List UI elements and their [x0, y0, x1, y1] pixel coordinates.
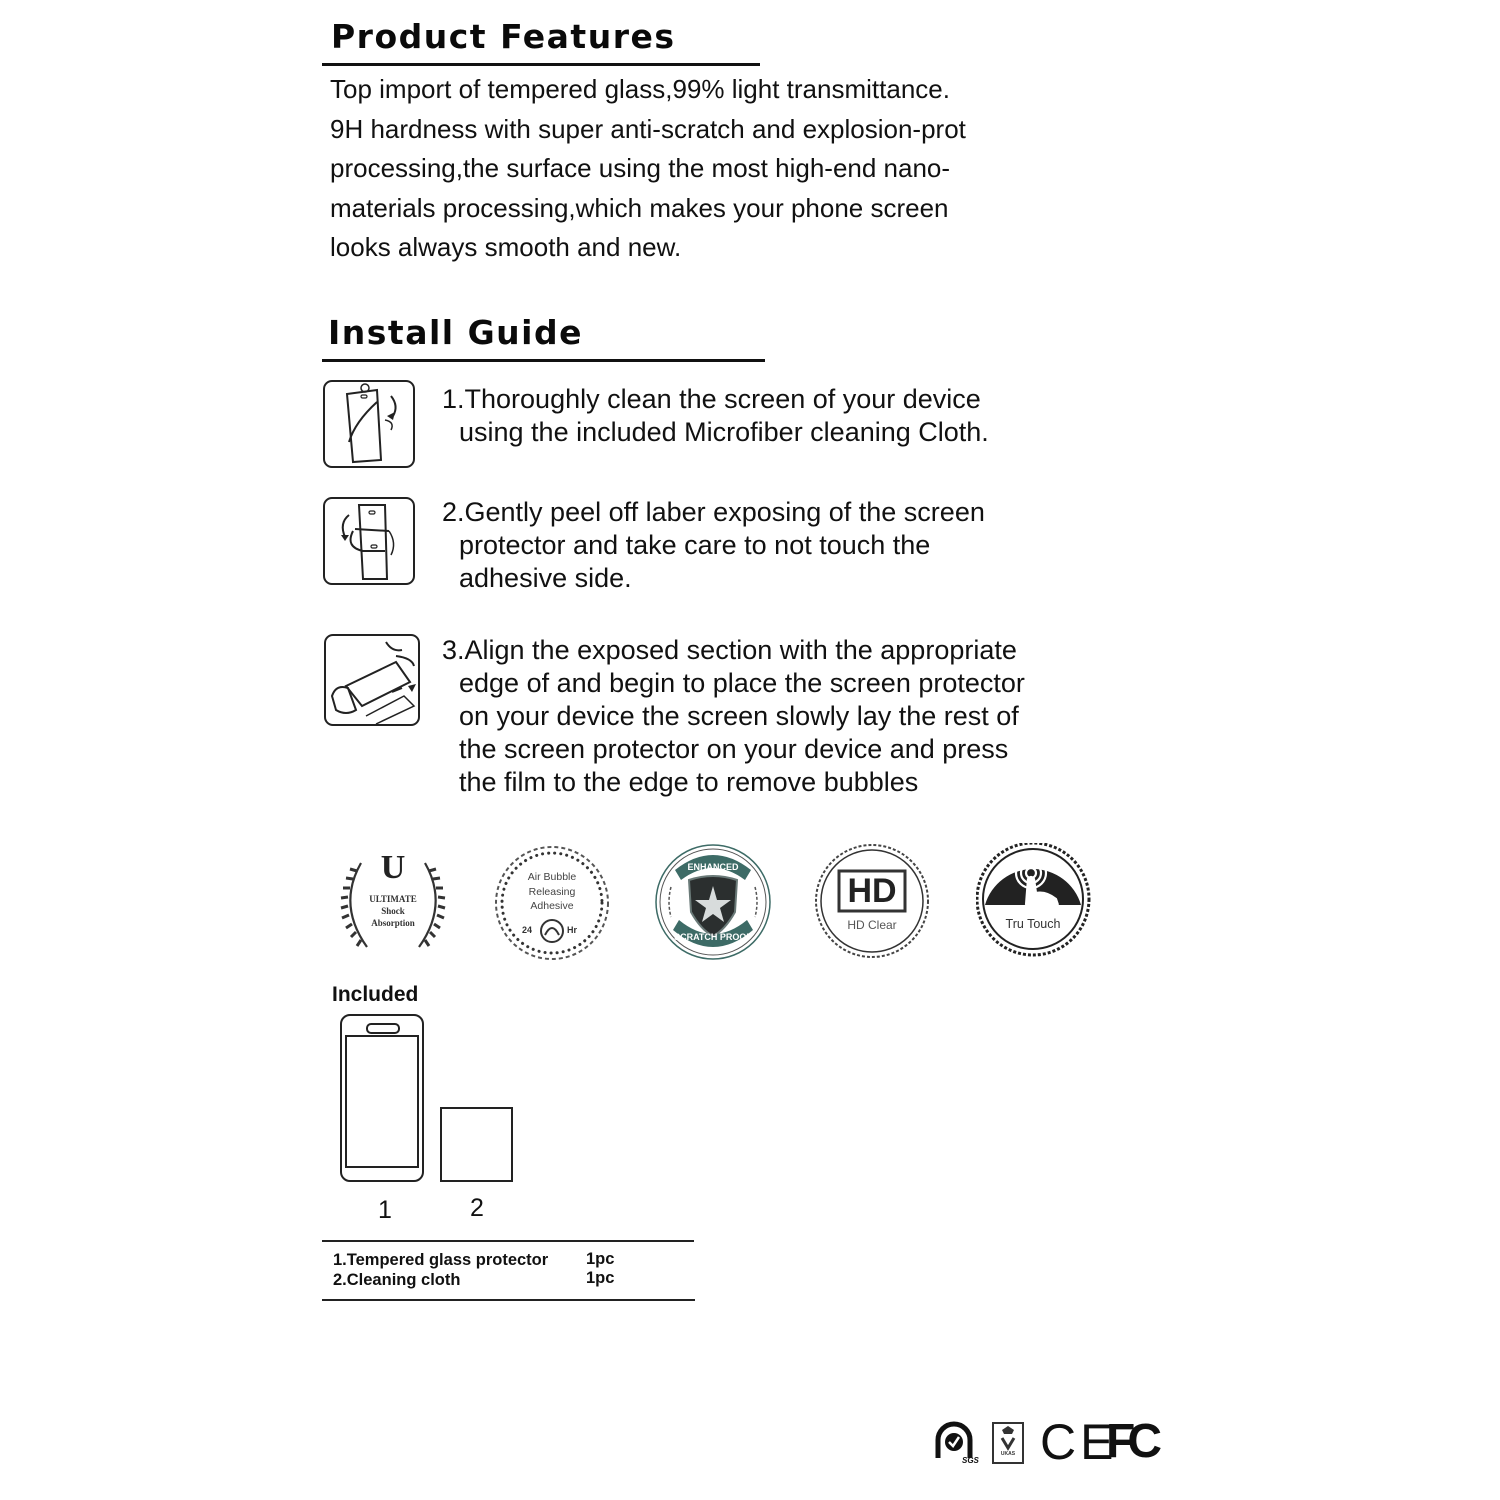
step-2-line: protector and take care to not touch the — [459, 530, 931, 560]
step-1-line: using the included Microfiber cleaning Cloth. — [459, 417, 989, 447]
item-number-2: 2 — [470, 1194, 484, 1222]
feature-line: materials processing,which makes your phone screen — [330, 192, 949, 223]
install-guide-title: Install Guide — [328, 313, 583, 352]
install-step-3 — [442, 634, 1025, 799]
badge-line: Releasing — [528, 885, 576, 898]
included-qty-2: 1pc — [586, 1269, 615, 1287]
badge-label: HD Clear — [847, 918, 897, 932]
feature-line: looks always smooth and new. — [330, 232, 682, 262]
step-3-line: edge of and begin to place the screen protector — [459, 668, 1025, 698]
apply-film-icon — [324, 634, 420, 726]
step-2-line: adhesive side. — [459, 563, 632, 593]
svg-text:SCRATCH PROOF: SCRATCH PROOF — [674, 932, 752, 942]
included-title: Included — [332, 983, 419, 1006]
step-3-line: on your device the screen slowly lay the rest of — [459, 701, 1019, 731]
badge-line: Adhesive — [530, 900, 574, 912]
step-3-line: the screen protector on your device and press — [459, 734, 1009, 764]
svg-text:UKAS: UKAS — [1000, 1451, 1016, 1457]
tempered-glass-illustration — [340, 1014, 424, 1182]
svg-text:ENHANCED: ENHANCED — [687, 862, 739, 872]
item-number-1: 1 — [378, 1196, 392, 1224]
badge-line: Shock — [381, 906, 405, 916]
step-3-line: the film to the edge to remove bubbles — [459, 767, 919, 797]
step-2-first-line: 2.Gently peel off laber exposing of the screen — [442, 497, 985, 527]
product-features-divider — [322, 63, 760, 66]
included-bottom-rule — [322, 1299, 695, 1301]
peel-film-icon — [323, 497, 415, 585]
product-features-text — [330, 70, 1150, 268]
badge-label: Tru Touch — [1005, 917, 1061, 931]
hd-clear-badge — [814, 843, 934, 963]
step-3-first-line: 3.Align the exposed section with the appropriate — [442, 635, 1017, 665]
included-qty-1: 1pc — [586, 1250, 615, 1268]
cleaning-cloth-illustration — [440, 1107, 513, 1182]
sgs-certification-icon — [932, 1420, 980, 1464]
feature-line: processing,the surface using the most high-end nano- — [330, 153, 951, 183]
badge-line: Air Bubble — [527, 871, 577, 883]
badge-hours-unit: Hr — [567, 925, 578, 935]
hd-icon: HD — [847, 872, 897, 910]
install-step-1 — [442, 383, 989, 449]
clean-screen-icon — [323, 380, 415, 468]
feature-line: 9H hardness with super anti-scratch and explosion-prot — [330, 113, 966, 144]
shield-icon — [689, 876, 737, 936]
included-item-2: 2.Cleaning cloth — [333, 1271, 461, 1289]
phone-screen — [345, 1035, 419, 1168]
step-1-first-line: 1.Thoroughly clean the screen of your device — [442, 384, 981, 414]
air-bubble-releasing-badge — [492, 843, 612, 963]
feature-line: Top import of tempered glass,99% light transmittance. — [330, 74, 950, 104]
tru-touch-badge — [976, 843, 1096, 963]
enhanced-scratch-proof-badge — [653, 842, 773, 962]
product-features-title: Product Features — [331, 17, 676, 56]
ultimate-shock-absorption-badge — [333, 845, 453, 965]
included-item-1: 1.Tempered glass protector — [333, 1251, 549, 1269]
ce-mark-icon: CE — [1040, 1414, 1118, 1470]
fcc-mark-icon: FC — [1106, 1415, 1154, 1468]
install-guide-divider — [322, 359, 765, 362]
gauge-icon — [541, 920, 563, 942]
badge-hours-number: 24 — [522, 925, 533, 935]
badge-line: Absorption — [371, 918, 415, 928]
phone-speaker-icon — [366, 1023, 400, 1034]
ukas-certification-icon — [992, 1422, 1024, 1464]
badge-big-letter: U — [380, 849, 406, 886]
install-step-2 — [442, 496, 985, 595]
badge-line: ULTIMATE — [369, 894, 417, 904]
included-top-rule — [322, 1240, 694, 1242]
svg-text:SGS: SGS — [962, 1456, 979, 1464]
